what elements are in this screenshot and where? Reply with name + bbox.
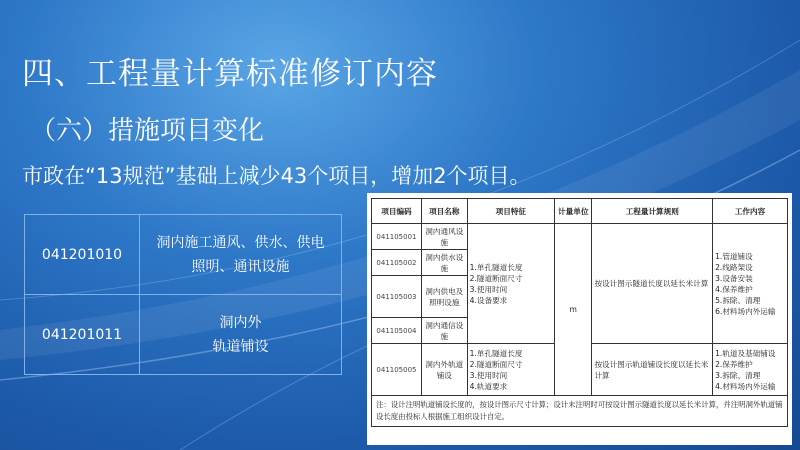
spec-code: 041105005 [372,344,422,396]
spec-features: 1.单孔隧道长度 2.隧道断面尺寸 3.使用时间 4.设备要求 [467,224,554,344]
spec-table-image [367,193,792,445]
table-row [25,215,342,295]
item-code: 041201011 [25,295,140,375]
spec-unit: m [555,224,592,396]
col-header: 项目名称 [421,199,467,224]
item-code: 041201010 [25,215,140,295]
item-name-line: 轨道铺设 [212,338,269,355]
spec-note: 注：设计注明轨道铺设长度的，按设计图示尺寸计算；设计未注明时可按设计图示隧道长度以延长米计算，并注明洞外轨道铺设长度由投标人根据施工组织设计自定。 [372,396,788,427]
item-name-line: 洞内施工通风、供水、供电 [156,234,325,251]
spec-name: 洞内外轨道铺设 [421,344,467,396]
item-table [24,214,342,375]
spec-name: 洞内供水设施 [421,250,467,276]
spec-name: 洞内供电及照明设施 [421,276,467,318]
spec-work: 1.轨道及基础铺设 2.保养维护 3.拆除、清理 4.材料场内外运输 [713,344,788,396]
spec-features: 1.单孔隧道长度 2.隧道断面尺寸 3.使用时间 4.轨道要求 [467,344,554,396]
section-subtitle: （六）措施项目变化 [30,116,265,146]
col-header: 计量单位 [555,199,592,224]
item-name-line: 洞内外 [219,314,262,331]
col-header: 工作内容 [713,199,788,224]
spec-work: 1.管道铺设 2.线路架设 3.设备安装 4.保养维护 5.拆除、清理 6.材料场内外运输 [713,224,788,344]
item-name-line: 照明、通讯设施 [191,258,290,275]
spec-code: 041105001 [372,224,422,250]
page-title: 四、工程量计算标准修订内容 [22,56,438,92]
spec-rule: 按设计图示轨道铺设长度以延长米计算 [592,344,713,396]
spec-name: 洞内通风设施 [421,224,467,250]
col-header: 工程量计算规则 [592,199,713,224]
spec-code: 041105003 [372,276,422,318]
item-name [140,215,342,295]
col-header: 项目特征 [467,199,554,224]
table-row [25,295,342,375]
summary-text: 市政在“13规范”基础上减少43个项目，增加2个项目。 [22,164,531,188]
spec-table [371,198,788,427]
spec-name: 洞内通信设施 [421,318,467,344]
spec-header-row [372,199,788,224]
spec-code: 041105002 [372,250,422,276]
spec-note-row [372,396,788,427]
col-header: 项目编码 [372,199,422,224]
item-name [140,295,342,375]
spec-row [372,224,788,250]
spec-rule: 按设计图示隧道长度以延长米计算 [592,224,713,344]
spec-code: 041105004 [372,318,422,344]
